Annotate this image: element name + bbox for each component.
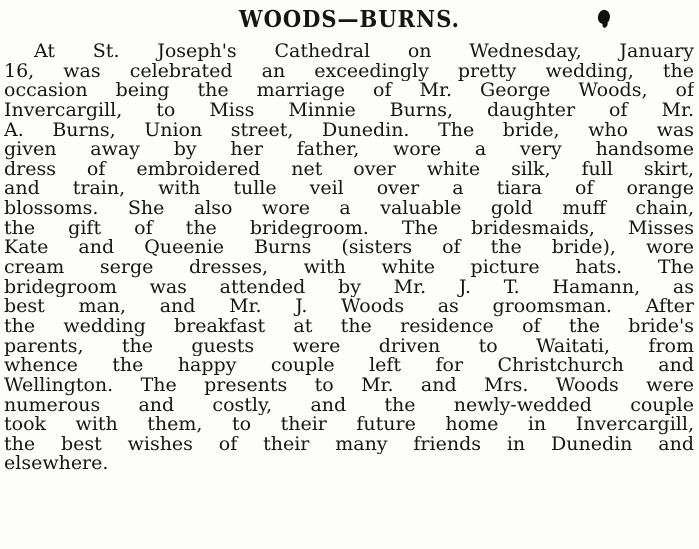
article-line: At St. Joseph's Cathedral on Wednesday, January (34, 42, 694, 62)
article-line: blossoms. She also wore a valuable gold muff chain, (4, 199, 694, 219)
article-line: elsewhere. (4, 454, 109, 475)
article-line: the wedding breakfast at the residence of the bride's (4, 316, 694, 337)
article-line: occasion being the marriage of Mr. George Woods, of (4, 81, 694, 101)
article-line: the gift of the bridegroom. The bridesmaids, Misses (4, 218, 694, 239)
article-line: Kate and Queenie Burns (sisters of the bride), wore (4, 238, 694, 259)
article-line: best man, and Mr. J. Woods as groomsman. After (4, 297, 694, 317)
article-line: given away by her father, wore a very handsome (4, 140, 694, 160)
article-line: bridegroom was attended by Mr. J. T. Hamann, as (4, 277, 694, 298)
article-line: took with them, to their future home in Invercargill, (4, 415, 694, 435)
article-line: A. Burns, Union street, Dunedin. The bride, who was (4, 120, 694, 141)
article-line: Wellington. The presents to Mr. and Mrs. Woods were (4, 375, 694, 396)
article-line: Invercargill, to Miss Minnie Burns, daughter of Mr. (4, 100, 694, 121)
article-body (4, 42, 694, 474)
article-line: 16, was celebrated an exceedingly pretty wedding, the (4, 61, 694, 82)
article-line: numerous and costly, and the newly-wedded couple (4, 395, 694, 416)
article-headline: WOODS—BURNS. (239, 4, 460, 33)
article-line: dress of embroidered net over white silk, full skirt, (4, 159, 694, 180)
article-line: parents, the guests were driven to Waitati, from (4, 336, 694, 357)
article-line: the best wishes of their many friends in Dunedin and (4, 434, 694, 455)
article-line: and train, with tulle veil over a tiara of orange (4, 179, 694, 200)
article-line: whence the happy couple left for Christchurch and (4, 356, 694, 376)
article-line: cream serge dresses, with white picture hats. The (4, 258, 694, 278)
